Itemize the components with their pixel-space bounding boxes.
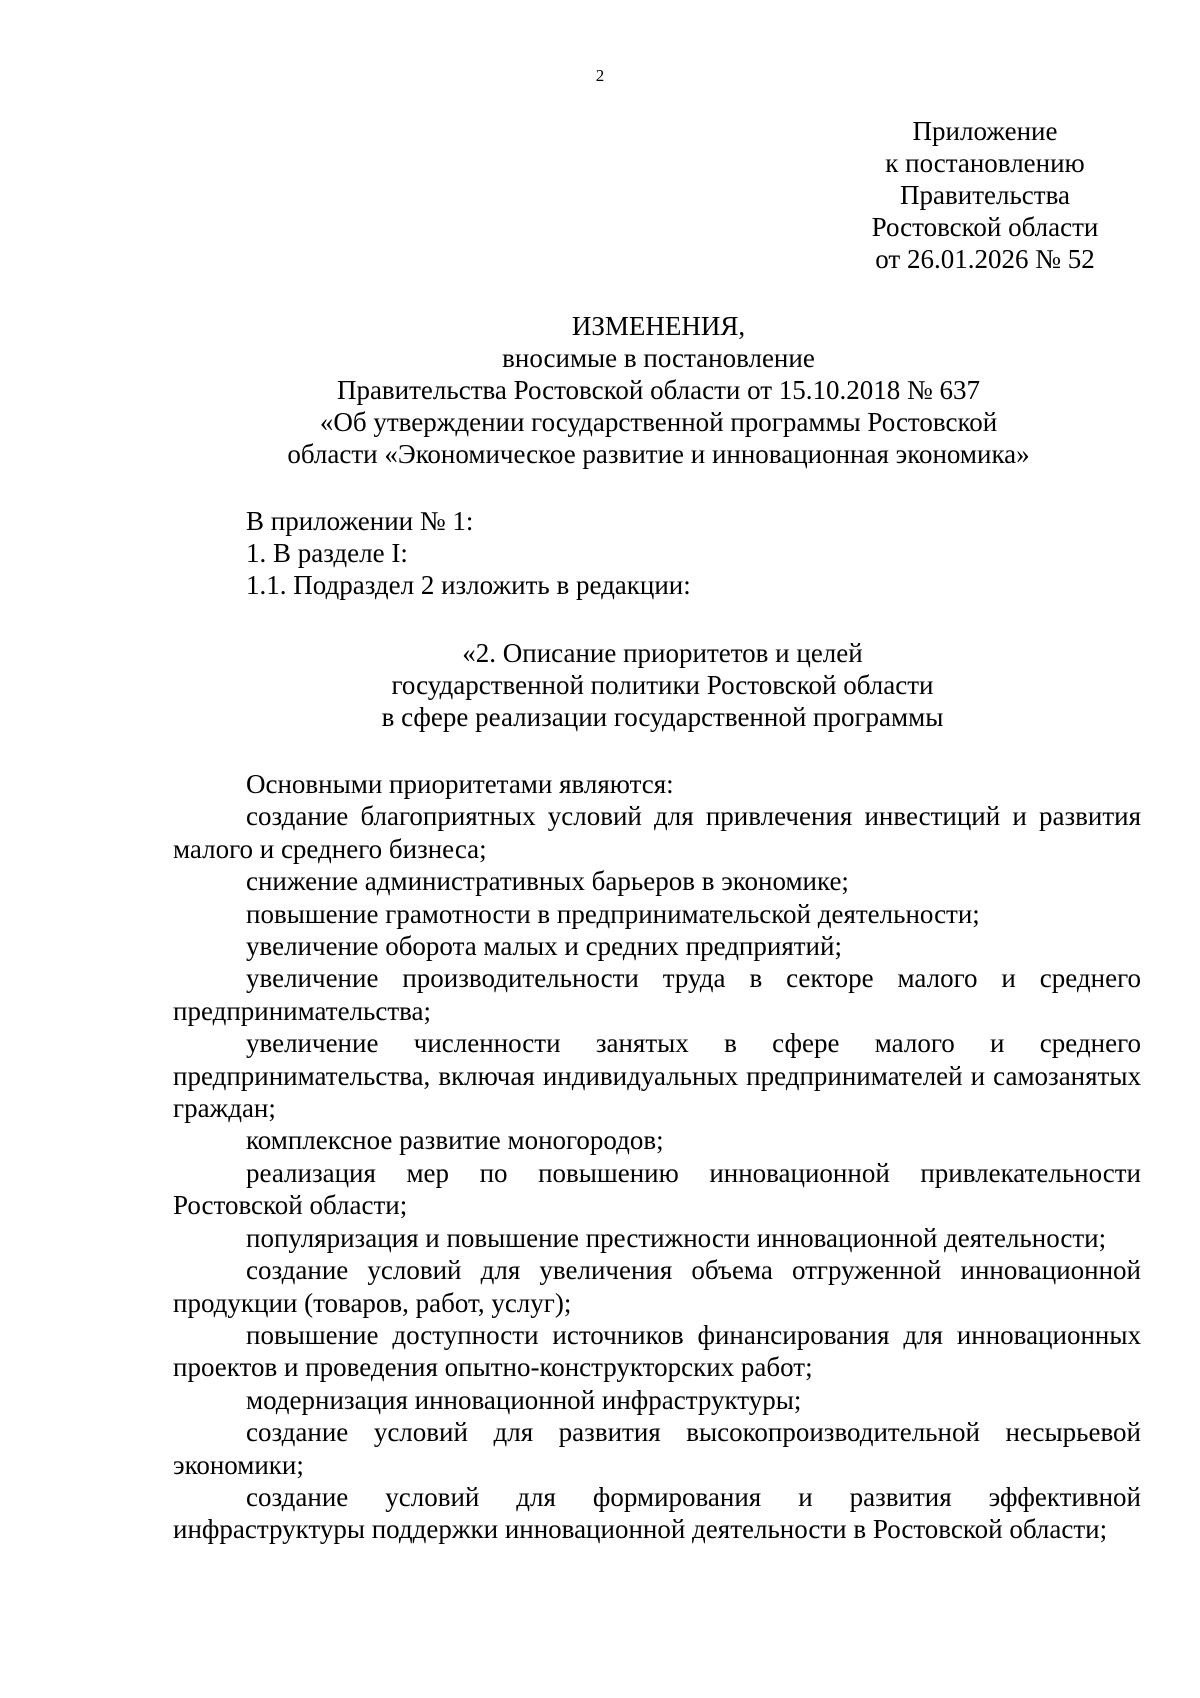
list-item: повышение грамотности в предпринимательской деятельности; [246, 898, 980, 929]
appendix-block [840, 115, 1130, 275]
list-item: популяризация и повышение престижности инновационной деятельности; [246, 1222, 1107, 1253]
list-item: снижение административных барьеров в экономике; [246, 866, 849, 897]
appendix-line-2: к постановлению [885, 148, 1085, 178]
list-item: создание условий для развития высокопроизводительной несырьевой экономики; [173, 1417, 1141, 1480]
list-item: увеличение численности занятых в сфере малого и среднего предпринимательства, включая индивидуальных предпринимателей и самозанятых граждан; [173, 1028, 1141, 1124]
list-item: увеличение производительности труда в секторе малого и среднего предпринимательства; [173, 963, 1141, 1026]
priorities-list [173, 768, 1141, 1546]
subsection-line-2: государственной политики Ростовской области [391, 670, 934, 700]
list-item: комплексное развитие моногородов; [246, 1125, 664, 1156]
page-number: 2 [595, 66, 605, 85]
intro-line-1: В приложении № 1: [246, 506, 474, 536]
intro-block [246, 505, 691, 601]
list-item: реализация мер по повышению инновационной привлекательности Ростовской области; [173, 1157, 1141, 1221]
intro-line-2: 1. В разделе I: [246, 538, 408, 568]
title-heading: ИЗМЕНЕНИЯ, [571, 311, 746, 341]
title-line-5: области «Экономическое развитие и инновационная экономика» [287, 439, 1030, 469]
title-line-3: Правительства Ростовской области от 15.10.2018 № 637 [336, 375, 981, 405]
appendix-line-3: Правительства [900, 180, 1070, 210]
list-item: создание условий для формирования и развития эффективной инфраструктуры поддержки инновационной деятельности в Ростовской области; [173, 1481, 1141, 1545]
priorities-lead: Основными приоритетами являются: [246, 769, 674, 799]
intro-line-3: 1.1. Подраздел 2 изложить в редакции: [246, 570, 691, 600]
list-item: создание условий для увеличения объема отгруженной инновационной продукции (товаров, работ, услуг); [173, 1255, 1141, 1318]
title-line-2: вносимые в постановление [502, 343, 815, 373]
list-item: создание благоприятных условий для привлечения инвестиций и развития малого и среднего бизнеса; [173, 801, 1141, 864]
appendix-line-1: Приложение [912, 116, 1058, 146]
appendix-line-4: Ростовской области [871, 212, 1099, 242]
document-title [0, 310, 1200, 470]
list-item: модернизация инновационной инфраструктуры; [246, 1384, 802, 1415]
appendix-line-5: от 26.01.2026 № 52 [875, 244, 1095, 274]
subsection-title [0, 637, 1200, 733]
list-item: увеличение оборота малых и средних предприятий; [246, 931, 842, 962]
list-item: повышение доступности источников финансирования для инновационных проектов и проведения опытно-конструкторских работ; [173, 1319, 1141, 1383]
title-line-4: «Об утверждении государственной программы Ростовской [319, 407, 998, 437]
subsection-line-3: в сфере реализации государственной программы [381, 702, 944, 732]
subsection-line-1: «2. Описание приоритетов и целей [462, 638, 863, 668]
